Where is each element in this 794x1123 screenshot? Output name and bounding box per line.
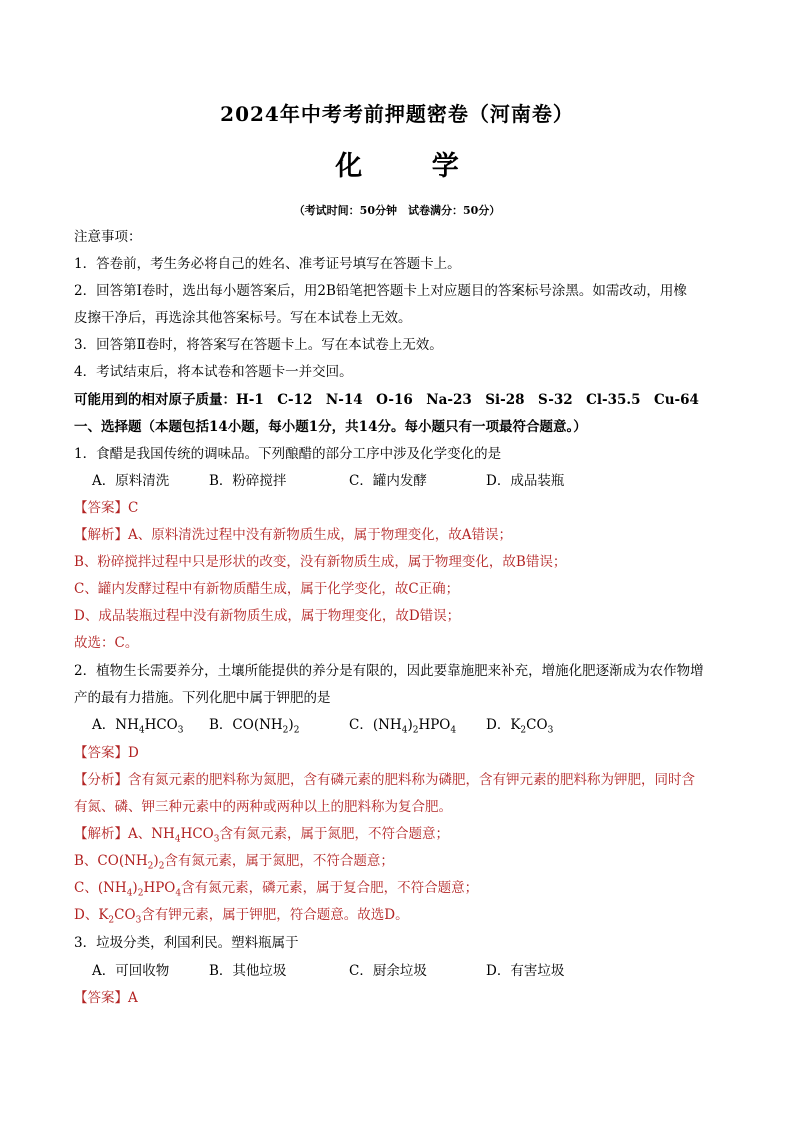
q1-option-d: D．成品装瓶 xyxy=(486,473,565,489)
q1-analysis-1: 【解析】A、原料清洗过程中没有新物质生成，属于物理变化，故A错误； xyxy=(74,527,512,543)
q2-option-b: B．$CO(NH_2)_2$ xyxy=(209,717,300,736)
q1-answer: 【答案】C xyxy=(74,500,139,516)
q3-option-d: D．有害垃圾 xyxy=(486,963,565,979)
q3-option-c: C．厨余垃圾 xyxy=(349,963,427,979)
exam-info: （考试时间：50分钟 试卷满分：50分） xyxy=(293,204,501,217)
q1-option-a: A．原料清洗 xyxy=(92,473,170,489)
q3-option-b: B．其他垃圾 xyxy=(209,963,287,979)
q3-answer: 【答案】A xyxy=(74,990,138,1006)
q2-fenxi-line-1: 【分析】含有氮元素的肥料称为氮肥，含有磷元素的肥料称为磷肥，含有钾元素的肥料称为钾肥，同时含 xyxy=(74,772,695,788)
q1-conclusion: 故选：C。 xyxy=(74,635,139,651)
q3-stem: 3．垃圾分类，利国利民。塑料瓶属于 xyxy=(74,935,299,951)
q2-option-d: D．$K_2CO_3$ xyxy=(486,717,554,736)
q1-option-b: B．粉碎搅拌 xyxy=(209,473,287,489)
section-heading: 一、选择题（本题包括14小题，每小题1分，共14分。每小题只有一项最符合题意。） xyxy=(74,419,587,435)
notice-heading: 注意事项： xyxy=(74,229,142,245)
q2-analysis-4: D、$K_2CO_3$含有钾元素，属于钾肥，符合题意。故选D。 xyxy=(74,907,409,926)
notice-item-3: 3．回答第Ⅱ卷时，将答案写在答题卡上。写在本试卷上无效。 xyxy=(74,337,443,353)
q3-option-a: A．可回收物 xyxy=(92,963,170,979)
notice-item-2: 2．回答第Ⅰ卷时，选出每小题答案后，用2B铅笔把答题卡上对应题目的答案标号涂黑。如需改动，用橡 xyxy=(74,283,687,299)
q2-answer: 【答案】D xyxy=(74,745,139,761)
q2-stem-line-2: 产的最有力措施。下列化肥中属于钾肥的是 xyxy=(74,690,331,706)
subject-title: 化 学 xyxy=(335,151,489,182)
q1-analysis-2: B、粉碎搅拌过程中只是形状的改变，没有新物质生成，属于物理变化，故B错误； xyxy=(74,554,567,570)
notice-item-2-cont: 皮擦干净后，再选涂其他答案标号。写在本试卷上无效。 xyxy=(74,310,412,326)
q2-option-a: A．$NH_4HCO_3$ xyxy=(92,717,184,736)
q1-option-c: C．罐内发酵 xyxy=(349,473,427,489)
q2-option-c: C．$(NH_4)_2HPO_4$ xyxy=(349,717,457,736)
notice-item-4: 4．考试结束后，将本试卷和答题卡一并交回。 xyxy=(74,364,353,380)
exam-title: 2024年中考考前押题密卷（河南卷） xyxy=(220,102,574,126)
q2-analysis-3: C、$(NH_4)_2HPO_4$含有氮元素，磷元素，属于复合肥，不符合题意； xyxy=(74,880,479,899)
q2-fenxi-line-2: 有氮、磷、钾三种元素中的两种或两种以上的肥料称为复合肥。 xyxy=(74,799,452,815)
q2-analysis-1: 【解析】A、$NH_4HCO_3$含有氮元素，属于氮肥，不符合题意； xyxy=(74,826,449,845)
q2-stem-line-1: 2．植物生长需要养分，土壤所能提供的养分是有限的，因此要靠施肥来补充，增施化肥逐渐成为农作物增 xyxy=(74,663,704,679)
atomic-masses: 可能用到的相对原子质量：H-1 C-12 N-14 O-16 Na-23 Si-28 S-32 Cl-35.5 Cu-64 xyxy=(74,392,699,408)
notice-item-1: 1．答卷前，考生务必将自己的姓名、准考证号填写在答题卡上。 xyxy=(74,256,461,272)
q1-stem: 1．食醋是我国传统的调味品。下列酿醋的部分工序中涉及化学变化的是 xyxy=(74,446,502,462)
q1-analysis-4: D、成品装瓶过程中没有新物质生成，属于物理变化，故D错误； xyxy=(74,608,461,624)
q1-analysis-3: C、罐内发酵过程中有新物质醋生成，属于化学变化，故C正确； xyxy=(74,581,460,597)
q2-analysis-2: B、$CO(NH_2)_2$含有氮元素，属于氮肥，不符合题意； xyxy=(74,853,394,872)
